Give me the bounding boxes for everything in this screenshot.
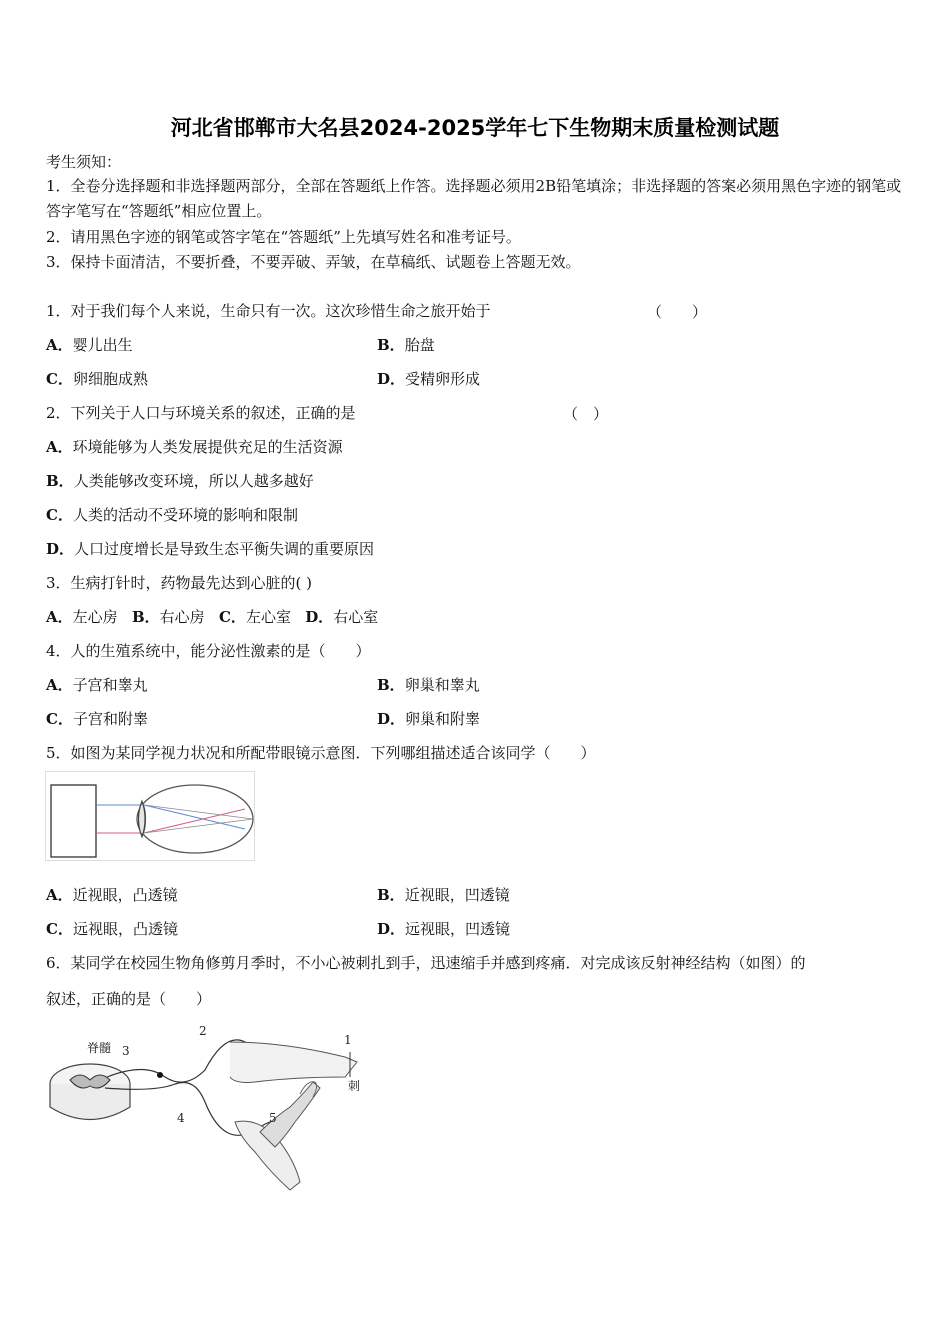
option-label: C．: [46, 370, 73, 388]
option-text: 右心房: [159, 608, 205, 626]
option-label: C．: [218, 608, 246, 626]
label-thorn: 刺: [348, 1079, 361, 1093]
q1-option-c: [46, 369, 148, 389]
option-label: A．: [46, 886, 73, 904]
question-3-stem: 3．生病打针时，药物最先达到心脏的( ): [46, 574, 313, 592]
option-label: C．: [46, 506, 73, 524]
option-label: B．: [377, 676, 405, 694]
option-text: 右心室: [333, 608, 379, 626]
eye-lens-diagram: [45, 771, 255, 861]
option-label: D．: [377, 710, 406, 728]
option-label: C．: [46, 920, 73, 938]
option-label: B．: [131, 608, 160, 626]
option-label: D．: [377, 920, 406, 938]
label-1: 1: [344, 1033, 352, 1047]
option-text: 子宫和睾丸: [72, 676, 148, 694]
option-label: B．: [377, 336, 405, 354]
question-6-stem-line-2: 叙述，正确的是（ ）: [46, 990, 212, 1008]
upper-arm: [230, 1042, 357, 1082]
q2-option-b: [46, 471, 314, 491]
option-label: C．: [46, 710, 73, 728]
option-label: A．: [46, 676, 73, 694]
question-2-answer-paren: （ ）: [563, 405, 609, 423]
option-label: A．: [46, 438, 73, 456]
notice-heading: 考生须知：: [46, 153, 122, 171]
question-1-stem: 1．对于我们每个人来说，生命只有一次。这次珍惜生命之旅开始于: [46, 302, 491, 320]
q2-option-a: [46, 437, 343, 457]
question-5-stem: 5．如图为某同学视力状况和所配带眼镜示意图．下列哪组描述适合该同学（ ）: [46, 744, 596, 762]
option-text: 近视眼，凸透镜: [72, 886, 178, 904]
option-text: 远视眼，凸透镜: [72, 920, 178, 938]
label-4: 4: [177, 1111, 185, 1125]
ganglion-dot: [157, 1072, 163, 1078]
question-4-stem: 4．人的生殖系统中，能分泌性激素的是（ ）: [46, 642, 371, 660]
q5-option-a: [46, 885, 178, 905]
option-label: B．: [377, 886, 405, 904]
option-text: 环境能够为人类发展提供充足的生活资源: [72, 438, 343, 456]
option-label: A．: [46, 336, 73, 354]
q2-option-c: [46, 505, 298, 525]
q1-option-a: [46, 335, 133, 355]
option-text: 人类的活动不受环境的影响和限制: [72, 506, 298, 524]
option-label: D．: [305, 608, 334, 626]
question-2-stem: 2．下列关于人口与环境关系的叙述，正确的是: [46, 404, 356, 422]
q2-option-d: [46, 539, 374, 559]
option-text: 卵巢和附睾: [405, 710, 481, 728]
q1-option-b: [377, 335, 435, 355]
option-label: D．: [46, 540, 75, 558]
label-2: 2: [199, 1024, 207, 1038]
q1-option-d: [377, 369, 480, 389]
label-spinal-cord: 脊髓: [87, 1041, 112, 1055]
notice-item-1: 1．全卷分选择题和非选择题两部分，全部在答题纸上作答。选择题必须用2B铅笔填涂；非选择题的答案必须用黑色字迹的钢笔或答字笔写在“答题纸”相应位置上。: [46, 177, 902, 220]
reflex-arc-diagram: [45, 1022, 375, 1197]
option-text: 近视眼，凹透镜: [404, 886, 510, 904]
option-text: 胎盘: [404, 336, 435, 354]
option-text: 卵巢和睾丸: [404, 676, 480, 694]
label-3: 3: [122, 1044, 130, 1058]
option-label: A．: [46, 608, 73, 626]
notice-item-2: 2．请用黑色字迹的钢笔或答字笔在“答题纸”上先填写姓名和准考证号。: [46, 228, 521, 246]
q4-option-d: [377, 709, 480, 729]
option-text: 远视眼，凹透镜: [405, 920, 511, 938]
question-6-stem-line-1: 6．某同学在校园生物角修剪月季时，不小心被刺扎到手，迅速缩手并感到疼痛．对完成该反射神经结构（如图）的: [46, 954, 806, 972]
notice-item-3: 3．保持卡面清洁，不要折叠，不要弄破、弄皱，在草稿纸、试题卷上答题无效。: [46, 253, 581, 271]
label-5: 5: [269, 1111, 277, 1125]
q4-option-b: [377, 675, 480, 695]
option-text: 人口过度增长是导致生态平衡失调的重要原因: [74, 540, 375, 558]
option-text: 左心房: [72, 608, 118, 626]
question-1-answer-paren: （ ）: [647, 303, 708, 321]
page-title: 河北省邯郸市大名县2024-2025学年七下生物期末质量检测试题: [170, 116, 780, 140]
option-label: B．: [46, 472, 74, 490]
option-text: 卵细胞成熟: [72, 370, 148, 388]
q4-option-c: [46, 709, 148, 729]
q3-options-row: [46, 607, 378, 627]
option-label: D．: [377, 370, 406, 388]
option-text: 受精卵形成: [405, 370, 481, 388]
option-text: 子宫和附睾: [72, 710, 148, 728]
option-text: 婴儿出生: [72, 336, 133, 354]
q5-option-b: [377, 885, 510, 905]
option-text: 左心室: [245, 608, 291, 626]
q5-option-d: [377, 919, 510, 939]
option-text: 人类能够改变环境，所以人越多越好: [73, 472, 314, 490]
q5-option-c: [46, 919, 178, 939]
q4-option-a: [46, 675, 148, 695]
